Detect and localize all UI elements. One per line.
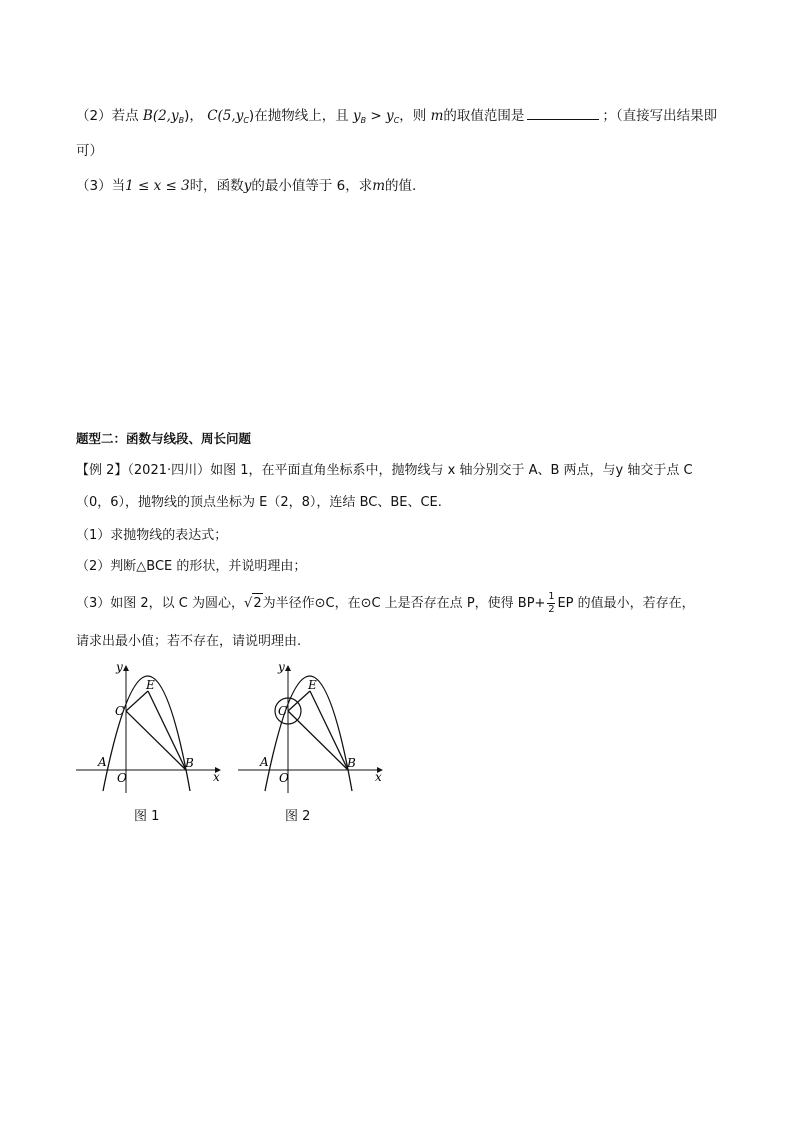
label-x: x xyxy=(213,770,220,784)
var-m: m xyxy=(430,108,444,124)
point-b-sub: B xyxy=(178,116,185,125)
q3-range: 1 ≤ x ≤ 3 xyxy=(125,178,190,194)
q3-end: 的值. xyxy=(385,178,417,194)
label-e: E xyxy=(308,678,317,692)
q3-m: m xyxy=(372,178,386,194)
figure-1-caption: 图 1 xyxy=(134,809,160,824)
frac-den: 2 xyxy=(548,604,555,615)
label-a: A xyxy=(98,755,107,769)
q2-prefix: （2）若点 xyxy=(76,108,139,124)
p3-c: EP 的值最小，若存在， xyxy=(557,596,695,611)
example-line-2: （0，6），抛物线的顶点坐标为 E（2，8），连结 BC、BE、CE. xyxy=(76,495,442,510)
sqrt-value: 2 xyxy=(252,593,262,614)
label-x: x xyxy=(375,770,382,784)
q2-mid: 在抛物线上，且 xyxy=(254,108,349,124)
q3-y: y xyxy=(243,178,252,194)
segment-be xyxy=(310,691,348,770)
label-y: y xyxy=(278,660,285,674)
segment-ce xyxy=(288,691,310,711)
point-b: B xyxy=(142,108,153,124)
q3-mid: 时，函数 xyxy=(189,178,244,194)
question-2-line-1: （2）若点 $B(2,y_B)$， $C(5,y_C)$在抛物线上，且 $y_B > y_C$，则 m的取值范围是 ；（直接写出结果即 xyxy=(76,108,718,125)
ineq-sub2: C xyxy=(393,116,400,125)
example-line-1 xyxy=(76,461,693,481)
part-3-line-1 xyxy=(76,592,695,615)
section-title: 题型二：函数与线段、周长问题 xyxy=(76,431,252,446)
p3-b: 为半径作⊙C，在⊙C 上是否存在点 P，使得 BP+ xyxy=(262,596,546,611)
question-2-line-2 xyxy=(76,141,103,161)
label-b: B xyxy=(347,756,356,770)
label-o: O xyxy=(279,771,289,785)
label-a: A xyxy=(260,755,269,769)
q3-prefix: （3）当 xyxy=(76,178,126,194)
ineq-y2: y xyxy=(386,108,394,124)
q2-then: ，则 xyxy=(399,108,427,124)
q2-line2: 可） xyxy=(76,143,103,159)
label-o: O xyxy=(117,771,127,785)
label-c: C xyxy=(115,704,125,718)
label-e: E xyxy=(146,678,155,692)
figure-2 xyxy=(232,658,392,798)
example-text-1: （2021·四川）如图 1，在平面直角坐标系中，抛物线与 x 轴分别交于 A、B 两点，与y 轴交于点 C xyxy=(127,463,693,478)
frac-num: 1 xyxy=(548,591,555,602)
point-c: C xyxy=(207,108,218,124)
q2-tail: ；（直接写出结果即 xyxy=(602,108,718,124)
point-c-sub: C xyxy=(243,116,249,125)
ineq-sub1: B xyxy=(360,116,367,125)
segment-ce xyxy=(126,691,148,711)
part-3-line-2: 请求出最小值；若不存在，请说明理由. xyxy=(76,634,302,649)
part-1: （1）求抛物线的表达式； xyxy=(76,528,228,543)
point-b-args: (2, xyxy=(152,108,171,124)
p3-a: （3）如图 2，以 C 为圆心， xyxy=(76,596,245,611)
segment-be xyxy=(148,691,186,770)
figure-2-caption: 图 2 xyxy=(285,809,311,824)
ineq-y1: y xyxy=(353,108,361,124)
q3-rest: 的最小值等于 6，求 xyxy=(251,178,373,194)
example-label: 【例 2】 xyxy=(76,463,128,478)
label-c: C xyxy=(278,704,288,718)
segment-bc xyxy=(126,711,186,770)
label-y: y xyxy=(116,660,123,674)
part-2: （2）判断△BCE 的形状，并说明理由； xyxy=(76,559,307,574)
question-3 xyxy=(76,176,416,196)
point-c-args: (5, xyxy=(217,108,236,124)
segment-bc xyxy=(288,711,348,770)
fraction-half xyxy=(547,592,555,615)
sqrt-symbol: √ xyxy=(244,596,253,611)
point-c-close: ) xyxy=(248,108,255,124)
point-b-close: )， xyxy=(184,108,203,124)
label-b: B xyxy=(185,756,194,770)
q2-rest: 的取值范围是 xyxy=(443,108,525,124)
answer-blank[interactable] xyxy=(527,107,599,120)
figure-1 xyxy=(70,658,230,798)
ineq-gt: > xyxy=(366,108,387,124)
